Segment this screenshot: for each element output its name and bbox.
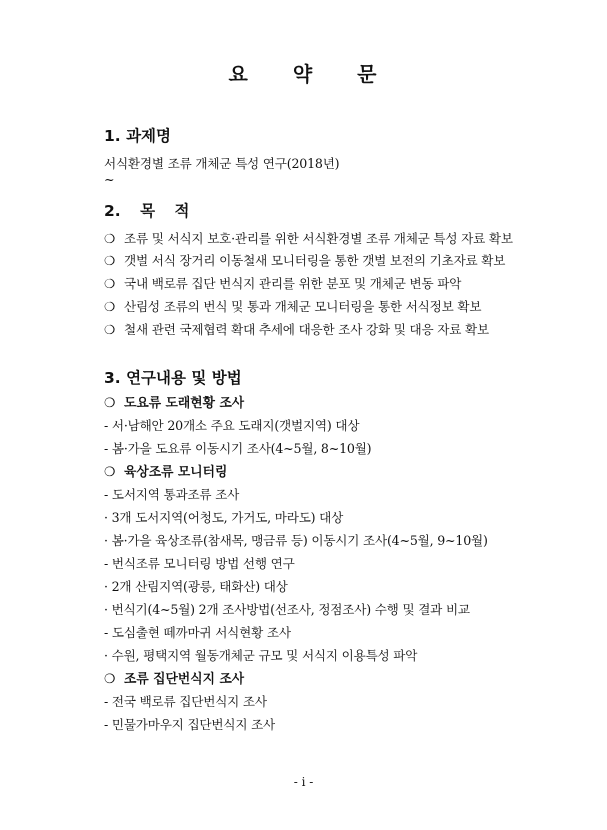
method-line: - 전국 백로류 집단번식지 조사 (104, 694, 267, 709)
section-1-heading: 1. 과제명 (104, 127, 171, 145)
method-line: - 봄·가을 도요류 이동시기 조사(4~5월, 8~10월) (104, 441, 372, 456)
method-line: - 민물가마우지 집단번식지 조사 (104, 717, 276, 732)
section-3-heading: 3. 연구내용 및 방법 (104, 369, 242, 387)
method-line: - 도심출현 떼까마귀 서식현황 조사 (104, 625, 291, 640)
purpose-item: ❍ 조류 및 서식지 보호·관리를 위한 서식환경별 조류 개체군 특성 자료 확보 (104, 231, 513, 246)
method-line: - 번식조류 모니터링 방법 선행 연구 (104, 556, 295, 571)
page-title: 요 약 문 (228, 62, 379, 86)
method-line: · 3개 도서지역(어청도, 가거도, 마라도) 대상 (104, 510, 344, 525)
page-number: - i - (293, 775, 314, 789)
subsection-title-colony: ❍ 조류 집단번식지 조사 (104, 672, 245, 687)
purpose-item: ❍ 갯벌 서식 장거리 이동철새 모니터링을 통한 갯벌 보전의 기초자료 확보 (104, 253, 506, 268)
tilde-mark: ~ (104, 172, 115, 187)
method-line: · 2개 산림지역(광릉, 태화산) 대상 (104, 579, 288, 594)
method-line: · 번식기(4~5월) 2개 조사방법(선조사, 정점조사) 수행 및 결과 비교 (104, 602, 470, 617)
subsection-title-shorebird: ❍ 도요류 도래현황 조사 (104, 396, 245, 411)
method-line: - 도서지역 통과조류 조사 (104, 487, 240, 502)
method-line: · 수원, 평택지역 월동개체군 규모 및 서식지 이용특성 파악 (104, 648, 418, 663)
circle-bullet-icon: ❍ (104, 465, 116, 480)
purpose-item: ❍ 산림성 조류의 번식 및 통과 개체군 모니터링을 통한 서식정보 확보 (104, 299, 482, 314)
circle-bullet-icon: ❍ (104, 396, 116, 411)
purpose-item: ❍ 국내 백로류 집단 번식지 관리를 위한 분포 및 개체군 변동 파악 (104, 276, 462, 291)
circle-bullet-icon: ❍ (104, 231, 116, 246)
subsection-title-landbird: ❍ 육상조류 모니터링 (104, 465, 228, 480)
circle-bullet-icon: ❍ (104, 276, 116, 291)
circle-bullet-icon: ❍ (104, 299, 116, 314)
project-name: 서식환경별 조류 개체군 특성 연구(2018년) (104, 156, 340, 171)
circle-bullet-icon: ❍ (104, 672, 116, 687)
circle-bullet-icon: ❍ (104, 322, 116, 337)
method-line: · 봄·가을 육상조류(참새목, 맹금류 등) 이동시기 조사(4~5월, 9~10월) (104, 533, 488, 548)
method-line: - 서·남해안 20개소 주요 도래지(갯벌지역) 대상 (104, 418, 360, 433)
purpose-item: ❍ 철새 관련 국제협력 확대 추세에 대응한 조사 강화 및 대응 자료 확보 (104, 322, 489, 337)
circle-bullet-icon: ❍ (104, 253, 116, 268)
section-2-heading: 2. 목 적 (104, 202, 190, 220)
